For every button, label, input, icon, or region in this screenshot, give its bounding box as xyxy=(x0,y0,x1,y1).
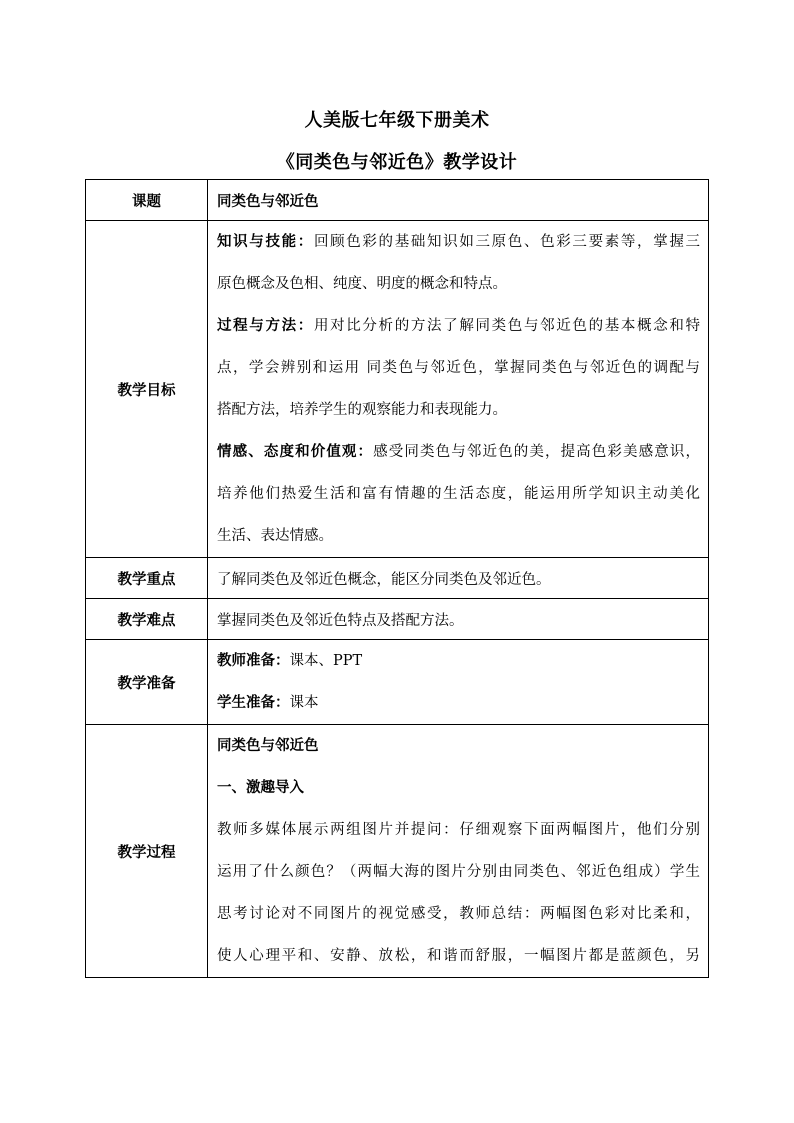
teacher-prep-value: 课本、PPT xyxy=(289,653,363,669)
table-row-key-point xyxy=(86,558,709,599)
table-row-topic xyxy=(86,180,709,221)
table-row-objectives xyxy=(86,221,709,558)
difficulty-value: 掌握同类色及邻近色特点及搭配方法。 xyxy=(208,599,709,640)
objectives-label: 教学目标 xyxy=(86,221,208,558)
process-lead: 过程与方法： xyxy=(217,317,314,334)
table-row-preparation xyxy=(86,640,709,725)
topic-value: 同类色与邻近色 xyxy=(208,180,709,221)
objectives-content xyxy=(208,221,709,558)
process-label: 教学过程 xyxy=(86,725,208,978)
process-paragraph-line-1: 教师多媒体展示两组图片并提问：仔细观察下面两幅图片，他们分别 xyxy=(217,822,700,838)
document-title-line1: 人美版七年级下册美术 xyxy=(304,110,490,131)
lesson-plan-table xyxy=(85,179,709,978)
topic-label: 课题 xyxy=(86,180,208,221)
emotion-text-3: 生活、表达情感。 xyxy=(217,528,333,544)
key-point-value: 了解同类色及邻近色概念，能区分同类色及邻近色。 xyxy=(208,558,709,599)
process-paragraph-line-3: 思考讨论对不同图片的视觉感受，教师总结：两幅图色彩对比柔和， xyxy=(217,906,700,922)
emotion-text-1: 感受同类色与邻近色的美，提高色彩美感意识， xyxy=(373,444,700,460)
document-title-line2: 《同类色与邻近色》教学设计 xyxy=(276,152,518,173)
process-text-2: 点，学会辨别和运用 同类色与邻近色，掌握同类色与邻近色的调配与 xyxy=(217,360,700,376)
emotion-text-2: 培养他们热爱生活和富有情趣的生活态度，能运用所学知识主动美化 xyxy=(217,486,700,502)
process-text-3: 搭配方法，培养学生的观察能力和表现能力。 xyxy=(217,402,507,418)
table-row-process xyxy=(86,725,709,978)
process-heading: 同类色与邻近色 xyxy=(217,737,319,754)
process-section-1: 一、激趣导入 xyxy=(217,779,304,796)
process-text-1: 用对比分析的方法了解同类色与邻近色的基本概念和特 xyxy=(313,318,700,334)
knowledge-text-2: 原色概念及色相、纯度、明度的概念和特点。 xyxy=(217,276,507,292)
preparation-content xyxy=(208,640,709,725)
preparation-label: 教学准备 xyxy=(86,640,208,725)
knowledge-lead: 知识与技能： xyxy=(217,233,314,250)
process-paragraph-line-4: 使人心理平和、安静、放松，和谐而舒服，一幅图片都是蓝颜色，另 xyxy=(217,948,700,964)
student-prep-value: 课本 xyxy=(289,695,319,711)
process-paragraph-line-2: 运用了什么颜色？（两幅大海的图片分别由同类色、邻近色组成）学生 xyxy=(217,864,700,880)
difficulty-label: 教学难点 xyxy=(86,599,208,640)
table-row-difficulty xyxy=(86,599,709,640)
knowledge-text-1: 回顾色彩的基础知识如三原色、色彩三要素等，掌握三 xyxy=(313,234,700,250)
teacher-prep-lead: 教师准备： xyxy=(217,652,290,669)
student-prep-lead: 学生准备： xyxy=(217,694,290,711)
process-content xyxy=(208,725,709,978)
emotion-lead: 情感、态度和价值观： xyxy=(217,443,374,460)
key-point-label: 教学重点 xyxy=(86,558,208,599)
